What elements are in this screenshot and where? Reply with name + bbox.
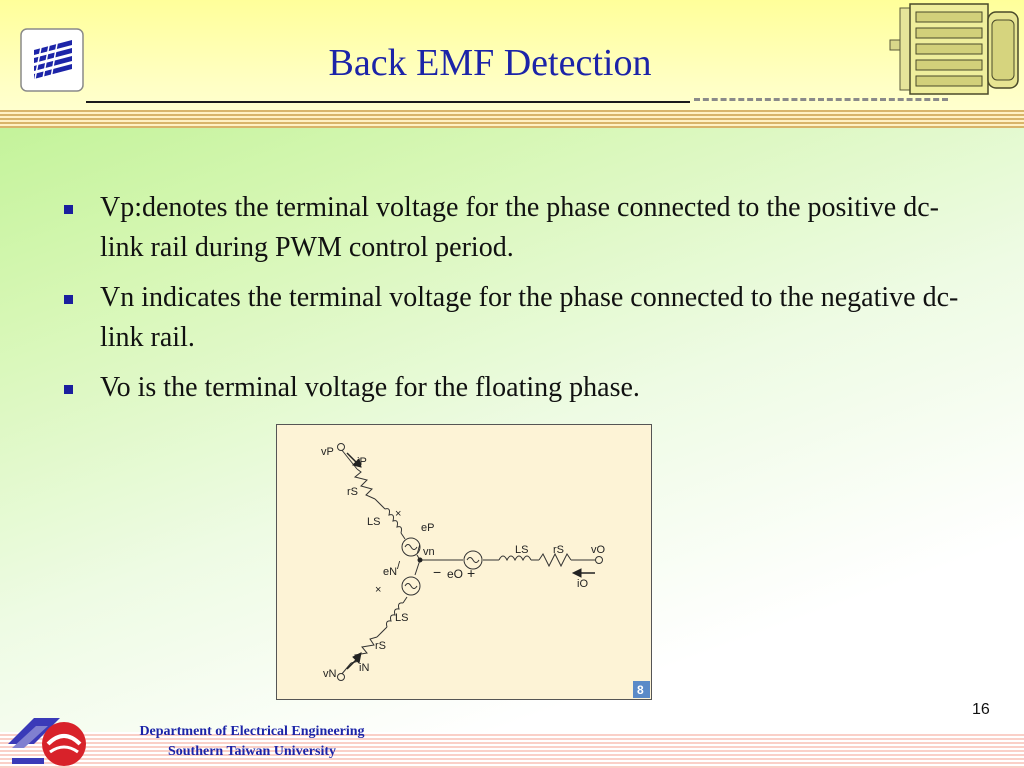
label-rS-right: rS: [553, 544, 564, 556]
bullet-square-icon: [64, 385, 73, 394]
university-line: Southern Taiwan University: [167, 744, 337, 759]
label-times-upper: ×: [395, 508, 402, 520]
bullet-square-icon: [64, 205, 73, 214]
label-rS-lower: rS: [375, 640, 386, 652]
label-plus: +: [467, 565, 476, 581]
label-iP: iP: [357, 456, 367, 468]
label-eO: eO: [447, 567, 464, 581]
figure-badge-number: 8: [637, 683, 644, 697]
bullet-item: [64, 368, 974, 408]
motor-icon: [886, 2, 1022, 96]
label-vn: vn: [423, 546, 435, 558]
header-stripes: [0, 110, 1024, 128]
label-slash-upper: /: [417, 544, 421, 556]
bullet-list: [64, 188, 974, 418]
label-rS-upper: rS: [347, 486, 358, 498]
slide-title: Back EMF Detection: [328, 42, 652, 84]
bullet-item: [64, 278, 974, 358]
label-eN: eN: [383, 566, 398, 578]
bullet-text: Vo is the terminal voltage for the floating phase.: [100, 372, 640, 403]
label-vP: vP: [321, 446, 334, 458]
label-LS-right: LS: [515, 544, 529, 556]
label-LS-lower: LS: [395, 612, 409, 624]
bullet-item: [64, 188, 974, 268]
footer-university-logo-icon: [4, 714, 100, 768]
label-eP: eP: [421, 522, 435, 534]
label-vN: vN: [323, 668, 337, 680]
page-number: 16: [972, 701, 990, 718]
bullet-text: Vp:denotes the terminal voltage for the phase connected to the positive dc-link rail during PWM control period.: [100, 192, 939, 263]
department-line: Department of Electrical Engineering: [139, 724, 365, 739]
title-dashed-line: [694, 98, 948, 101]
department-name: [104, 722, 400, 762]
label-times-lower: ×: [375, 584, 382, 596]
university-logo-icon: [20, 28, 84, 92]
label-vO: vO: [591, 544, 606, 556]
label-iO: iO: [577, 578, 588, 590]
title-underline: [86, 101, 690, 103]
circuit-figure: [276, 424, 652, 700]
label-iN: iN: [359, 662, 370, 674]
label-slash-lower: /: [397, 560, 401, 572]
bullet-text: Vn indicates the terminal voltage for the phase connected to the negative dc-link rail.: [100, 282, 959, 353]
wye-circuit-diagram: [277, 425, 651, 699]
bullet-square-icon: [64, 295, 73, 304]
label-LS-upper: LS: [367, 516, 381, 528]
label-minus: −: [433, 564, 442, 580]
